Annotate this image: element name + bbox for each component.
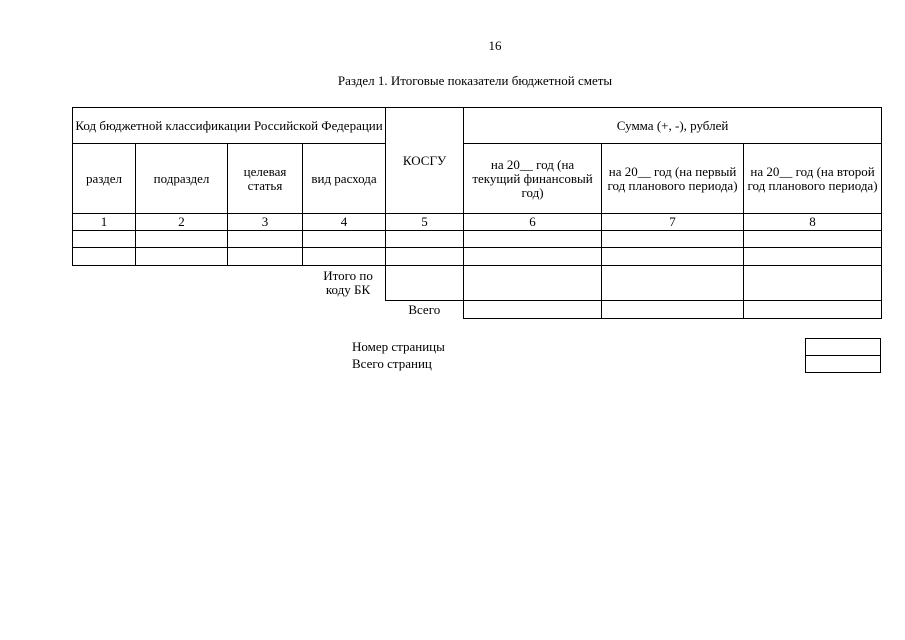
column-numbers-row <box>73 214 882 231</box>
total-by-code-row <box>73 266 882 301</box>
table-cell[interactable] <box>303 248 386 266</box>
column-number: 3 <box>228 214 303 231</box>
grand-total-label: Всего <box>408 301 441 317</box>
table-row <box>73 231 882 248</box>
table-cell[interactable] <box>744 266 882 301</box>
table-cell[interactable] <box>386 266 464 301</box>
col-podrazdel-header: подраздел <box>136 144 228 214</box>
table-cell[interactable] <box>303 231 386 248</box>
table-cell[interactable] <box>73 231 136 248</box>
page-number: 16 <box>488 38 502 53</box>
table-cell[interactable] <box>228 231 303 248</box>
table-cell[interactable] <box>386 248 464 266</box>
pages-box <box>805 338 881 373</box>
column-number: 5 <box>386 214 464 231</box>
section-title: Раздел 1. Итоговые показатели бюджетной сметы <box>337 73 613 88</box>
col-year-current-header: на 20__ год (на текущий финансовый год) <box>464 144 602 214</box>
table-cell[interactable] <box>228 248 303 266</box>
table-cell[interactable] <box>464 301 602 319</box>
table-cell[interactable] <box>744 301 882 319</box>
column-number: 8 <box>744 214 882 231</box>
table-row <box>73 248 882 266</box>
table-cell[interactable] <box>602 266 744 301</box>
budget-estimate-table <box>72 107 882 319</box>
kosgu-header: КОСГУ <box>386 108 464 214</box>
col-celevaya-header: целевая статья <box>228 144 303 214</box>
column-number: 4 <box>303 214 386 231</box>
table-cell[interactable] <box>136 231 228 248</box>
table-cell[interactable] <box>602 248 744 266</box>
column-number: 7 <box>602 214 744 231</box>
total-by-code-label: Итого по коду БК <box>323 268 373 298</box>
table-cell[interactable] <box>464 266 602 301</box>
table-cell[interactable] <box>73 248 136 266</box>
table-cell[interactable] <box>464 248 602 266</box>
col-year-second-header: на 20__ год (на второй год планового периода) <box>744 144 882 214</box>
total-pages-field[interactable] <box>806 356 881 373</box>
table-cell[interactable] <box>386 231 464 248</box>
column-number: 6 <box>464 214 602 231</box>
table-cell[interactable] <box>136 248 228 266</box>
table-cell[interactable] <box>464 231 602 248</box>
budget-code-header: Код бюджетной классификации Российской Федерации <box>73 108 386 144</box>
table-cell[interactable] <box>602 231 744 248</box>
page-number-field[interactable] <box>806 339 881 356</box>
column-number: 1 <box>73 214 136 231</box>
col-razdel-header: раздел <box>73 144 136 214</box>
grand-total-row <box>73 301 882 319</box>
table-cell[interactable] <box>602 301 744 319</box>
sum-header: Сумма (+, -), рублей <box>464 108 882 144</box>
page-number-label: Номер страницы <box>352 339 445 354</box>
col-year-first-header: на 20__ год (на первый год планового периода) <box>602 144 744 214</box>
table-cell[interactable] <box>744 231 882 248</box>
column-number: 2 <box>136 214 228 231</box>
col-vid-header: вид расхода <box>303 144 386 214</box>
total-pages-label: Всего страниц <box>352 356 432 371</box>
table-cell[interactable] <box>744 248 882 266</box>
